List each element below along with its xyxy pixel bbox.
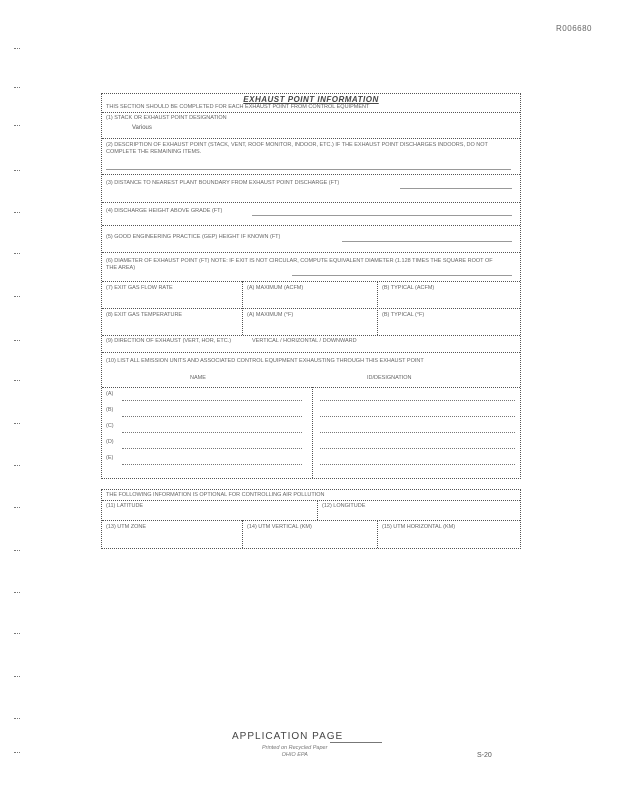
- row-label: (D): [106, 439, 114, 445]
- field-7a-label: (A) MAXIMUM (ACFM): [247, 285, 304, 291]
- optional-location-form: [101, 489, 521, 549]
- row-name-line[interactable]: [122, 448, 302, 449]
- field-3-label: (3) DISTANCE TO NEAREST PLANT BOUNDARY FROM EXHAUST POINT DISCHARGE (FT): [106, 180, 340, 186]
- row-designation-line[interactable]: [320, 400, 515, 401]
- page-number: S-20: [477, 752, 492, 759]
- utm-vertical-label: (14) UTM VERTICAL (KM): [247, 524, 312, 530]
- field-2-answer-line[interactable]: [106, 169, 511, 170]
- field-5-answer-line[interactable]: [342, 241, 512, 242]
- left-edge-punch-marks: [0, 40, 30, 780]
- field-8b-label: (B) TYPICAL (°F): [382, 312, 425, 318]
- longitude-label: (12) LONGITUDE: [322, 503, 366, 509]
- row-name-line[interactable]: [122, 464, 302, 465]
- optional-section-title: THE FOLLOWING INFORMATION IS OPTIONAL FOR CONTROLLING AIR POLLUTION: [106, 492, 325, 498]
- row-name-line[interactable]: [122, 416, 302, 417]
- field-8a-label: (A) MAXIMUM (°F): [247, 312, 294, 318]
- row-designation-line[interactable]: [320, 464, 515, 465]
- row-name-line[interactable]: [122, 400, 302, 401]
- field-9-label: (9) DIRECTION OF EXHAUST (VERT, HOR, ETC.): [106, 338, 232, 344]
- document-id: R006680: [556, 24, 592, 33]
- recycled-paper-note: Printed on Recycled Paper: [262, 745, 328, 751]
- field-4-answer-line[interactable]: [252, 215, 512, 216]
- field-6-answer-line[interactable]: [292, 275, 512, 276]
- row-designation-line[interactable]: [320, 432, 515, 433]
- row-name-line[interactable]: [122, 432, 302, 433]
- exhaust-point-form: [101, 93, 521, 479]
- field-4-label: (4) DISCHARGE HEIGHT ABOVE GRADE (FT): [106, 208, 223, 214]
- agency-name: OHIO EPA: [281, 752, 308, 758]
- field-9-options[interactable]: VERTICAL / HORIZONTAL / DOWNWARD: [252, 338, 357, 344]
- footer-subtitle: [262, 745, 327, 759]
- row-label: (C): [106, 423, 114, 429]
- row-label: (E): [106, 455, 114, 461]
- field-2-label: (2) DESCRIPTION OF EXHAUST POINT (STACK, VENT, ROOF MONITOR, INDOOR, ETC.) IF THE EXHAUST POINT DISCHARGES INDOORS, DO NOT COMPLETE THE REMAINING ITEMS.: [106, 142, 488, 155]
- field-8-label: (8) EXIT GAS TEMPERATURE: [106, 312, 183, 318]
- utm-horizontal-label: (15) UTM HORIZONTAL (KM): [382, 524, 456, 530]
- row-designation-line[interactable]: [320, 448, 515, 449]
- form-note: THIS SECTION SHOULD BE COMPLETED FOR EACH EXHAUST POINT FROM CONTROL EQUIPMENT: [106, 104, 370, 110]
- field-7b-label: (B) TYPICAL (ACFM): [382, 285, 435, 291]
- field-3-answer-line[interactable]: [400, 188, 512, 189]
- row-label: (B): [106, 407, 114, 413]
- form-title: EXHAUST POINT INFORMATION: [243, 95, 379, 104]
- field-7-label: (7) EXIT GAS FLOW RATE: [106, 285, 173, 291]
- row-label: (A): [106, 391, 114, 397]
- row-designation-line[interactable]: [320, 416, 515, 417]
- footer-title: APPLICATION PAGE: [232, 731, 344, 742]
- field-10-label: (10) LIST ALL EMISSION UNITS AND ASSOCIATED CONTROL EQUIPMENT EXHAUSTING THROUGH THIS EXHAUST POINT: [106, 358, 424, 364]
- column-header-name: NAME: [190, 375, 206, 381]
- column-header-designation: ID/DESIGNATION: [367, 375, 412, 381]
- latitude-label: (11) LATITUDE: [106, 503, 144, 509]
- field-1-label: (1) STACK OR EXHAUST POINT DESIGNATION: [106, 115, 227, 121]
- utm-zone-label: (13) UTM ZONE: [106, 524, 147, 530]
- field-5-label: (5) GOOD ENGINEERING PRACTICE (GEP) HEIGHT IF KNOWN (FT): [106, 234, 281, 240]
- field-6-label: (6) DIAMETER OF EXHAUST POINT (FT) NOTE: IF EXIT IS NOT CIRCULAR, COMPUTE EQUIVALENT DIAMETER (1.128 TIMES THE SQUARE ROOT OF THE AREA): [106, 258, 493, 271]
- field-1-value[interactable]: Various: [132, 125, 152, 131]
